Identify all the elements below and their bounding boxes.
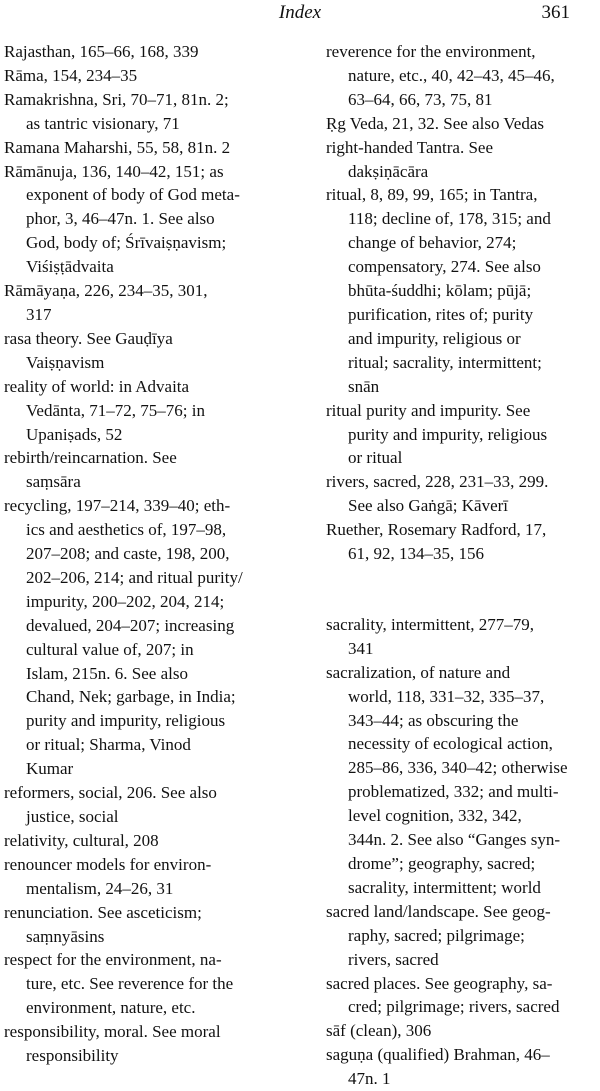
index-entry: recycling, 197–214, 339–40; eth- xyxy=(4,496,231,516)
index-entry-continuation: 47n. 1 xyxy=(348,1069,391,1089)
index-entry-continuation: 341 xyxy=(348,638,374,658)
index-entry-continuation: 118; decline of, 178, 315; and xyxy=(348,209,551,229)
index-entry-continuation: bhūta-śuddhi; kōlam; pūjā; xyxy=(348,281,532,301)
index-entry: saguṇa (qualified) Brahman, 46– xyxy=(326,1045,550,1065)
index-entry: Rāmānuja, 136, 140–42, 151; as xyxy=(4,161,224,181)
index-entry: Ramakrishna, Sri, 70–71, 81n. 2; xyxy=(4,89,229,109)
index-entry-continuation: 61, 92, 134–35, 156 xyxy=(348,544,484,564)
index-entry: sacred land/landscape. See geog- xyxy=(326,901,551,921)
index-entry-continuation: Vedānta, 71–72, 75–76; in xyxy=(26,400,205,420)
index-entry-continuation: 202–206, 214; and ritual purity/ xyxy=(26,567,243,587)
index-entry-continuation: world, 118, 331–32, 335–37, xyxy=(348,686,545,706)
running-title: Index xyxy=(278,2,322,23)
index-entry-continuation: cultural value of, 207; in xyxy=(26,639,194,659)
index-entry: reverence for the environment, xyxy=(326,42,536,61)
index-entry: reformers, social, 206. See also xyxy=(4,783,217,803)
index-entry-continuation: environment, nature, etc. xyxy=(26,998,196,1018)
index-entry-continuation: ritual; sacrality, intermittent; xyxy=(348,352,542,372)
index-entry-continuation: responsibility xyxy=(26,1046,119,1066)
index-entry: rasa theory. See Gauḍīya xyxy=(4,328,173,348)
index-entry-continuation: Kumar xyxy=(26,759,74,779)
index-entry-continuation: saṃsāra xyxy=(26,472,81,492)
index-entry-continuation: as tantric visionary, 71 xyxy=(26,113,180,133)
index-entry-continuation: See also Gaṅgā; Kāverī xyxy=(348,496,509,516)
index-entry: rebirth/reincarnation. See xyxy=(4,448,177,468)
index-entry-continuation: purity and impurity, religious xyxy=(26,711,226,731)
index-entry-continuation: justice, social xyxy=(26,807,119,826)
index-entry-continuation: or ritual; Sharma, Vinod xyxy=(26,735,191,755)
index-entry-continuation: 285–86, 336, 340–42; otherwise xyxy=(348,758,568,778)
index-entry-continuation: Chand, Nek; garbage, in India; xyxy=(26,687,236,707)
index-entry-continuation: cred; pilgrimage; rivers, sacred xyxy=(348,997,560,1017)
index-entry: sacralization, of nature and xyxy=(326,662,511,682)
index-entry-continuation: phor, 3, 46–47n. 1. See also xyxy=(26,209,215,229)
index-entry-continuation: Viśiṣṭādvaita xyxy=(26,257,114,277)
index-entry-continuation: compensatory, 274. See also xyxy=(348,257,541,277)
index-section-r xyxy=(326,40,598,566)
index-entry-continuation: problematized, 332; and multi- xyxy=(348,782,559,802)
index-entry-continuation: 63–64, 66, 73, 75, 81 xyxy=(348,89,493,109)
index-entry: Rajasthan, 165–66, 168, 339 xyxy=(4,42,199,61)
index-entry: right-handed Tantra. See xyxy=(326,137,494,157)
page-number: 361 xyxy=(541,2,570,23)
index-entry-continuation: and impurity, religious or xyxy=(348,328,521,348)
index-entry-continuation: devalued, 204–207; increasing xyxy=(26,615,235,635)
index-entry-continuation: rivers, sacred xyxy=(348,949,439,969)
index-entry-continuation: snān xyxy=(348,376,380,396)
index-entry-continuation: exponent of body of God meta- xyxy=(26,185,240,205)
index-entry-continuation: 317 xyxy=(26,304,52,324)
index-entry: Ruether, Rosemary Radford, 17, xyxy=(326,520,547,540)
index-section-s xyxy=(326,613,598,1091)
index-entry: sāf (clean), 306 xyxy=(326,1021,432,1041)
index-entry: rivers, sacred, 228, 231–33, 299. xyxy=(326,472,549,492)
index-entry: reality of world: in Advaita xyxy=(4,376,190,396)
index-entry-continuation: saṃnyāsins xyxy=(26,926,105,946)
index-entry-continuation: impurity, 200–202, 204, 214; xyxy=(26,591,225,611)
index-entry-continuation: 207–208; and caste, 198, 200, xyxy=(26,544,230,564)
index-entry: sacred places. See geography, sa- xyxy=(326,973,553,993)
index-entry-continuation: 344n. 2. See also “Ganges syn- xyxy=(348,830,560,850)
index-entry-continuation: ture, etc. See reverence for the xyxy=(26,974,234,994)
index-entry-continuation: Islam, 215n. 6. See also xyxy=(26,663,188,683)
page-header xyxy=(0,0,600,40)
index-entry: Rāma, 154, 234–35 xyxy=(4,65,138,85)
index-entry: Ramana Maharshi, 55, 58, 81n. 2 xyxy=(4,137,231,157)
index-entry: Rāmāyaṇa, 226, 234–35, 301, xyxy=(4,281,208,301)
index-entry-continuation: or ritual xyxy=(348,448,403,468)
index-entry: ritual purity and impurity. See xyxy=(326,400,531,420)
index-entry: responsibility, moral. See moral xyxy=(4,1022,221,1042)
index-entry-continuation: 343–44; as obscuring the xyxy=(348,710,519,730)
index-entry-continuation: nature, etc., 40, 42–43, 45–46, xyxy=(348,65,555,85)
index-entry-continuation: ics and aesthetics of, 197–98, xyxy=(26,520,227,540)
index-column-right xyxy=(326,40,598,1091)
index-entry: respect for the environment, na- xyxy=(4,950,222,970)
index-entry-continuation: sacrality, intermittent; world xyxy=(348,877,541,897)
index-entry-continuation: drome”; geography, sacred; xyxy=(348,854,536,873)
index-entry-continuation: necessity of ecological action, xyxy=(348,734,553,754)
section-break xyxy=(326,566,598,613)
index-entry-continuation: purification, rites of; purity xyxy=(348,304,534,324)
index-entry: Ṛg Veda, 21, 32. See also Vedas xyxy=(326,113,544,133)
index-entry: renouncer models for environ- xyxy=(4,854,212,874)
index-entry-continuation: dakṣiṇācāra xyxy=(348,161,429,181)
index-entry: ritual, 8, 89, 99, 165; in Tantra, xyxy=(326,185,538,205)
index-entry-continuation: raphy, sacred; pilgrimage; xyxy=(348,925,525,945)
index-entry-continuation: level cognition, 332, 342, xyxy=(348,806,522,826)
index-entry-continuation: God, body of; Śrīvaiṣṇavism; xyxy=(26,233,227,253)
index-entry: renunciation. See asceticism; xyxy=(4,902,202,922)
index-entry: relativity, cultural, 208 xyxy=(4,830,159,850)
index-column-left xyxy=(4,40,304,1068)
index-entry-continuation: change of behavior, 274; xyxy=(348,233,517,253)
index-entry: sacrality, intermittent, 277–79, xyxy=(326,614,535,634)
index-entry-continuation: purity and impurity, religious xyxy=(348,424,548,444)
index-entry-continuation: Vaiṣṇavism xyxy=(26,352,105,372)
index-entry-continuation: Upaniṣads, 52 xyxy=(26,424,123,444)
index-entry-continuation: mentalism, 24–26, 31 xyxy=(26,878,174,898)
